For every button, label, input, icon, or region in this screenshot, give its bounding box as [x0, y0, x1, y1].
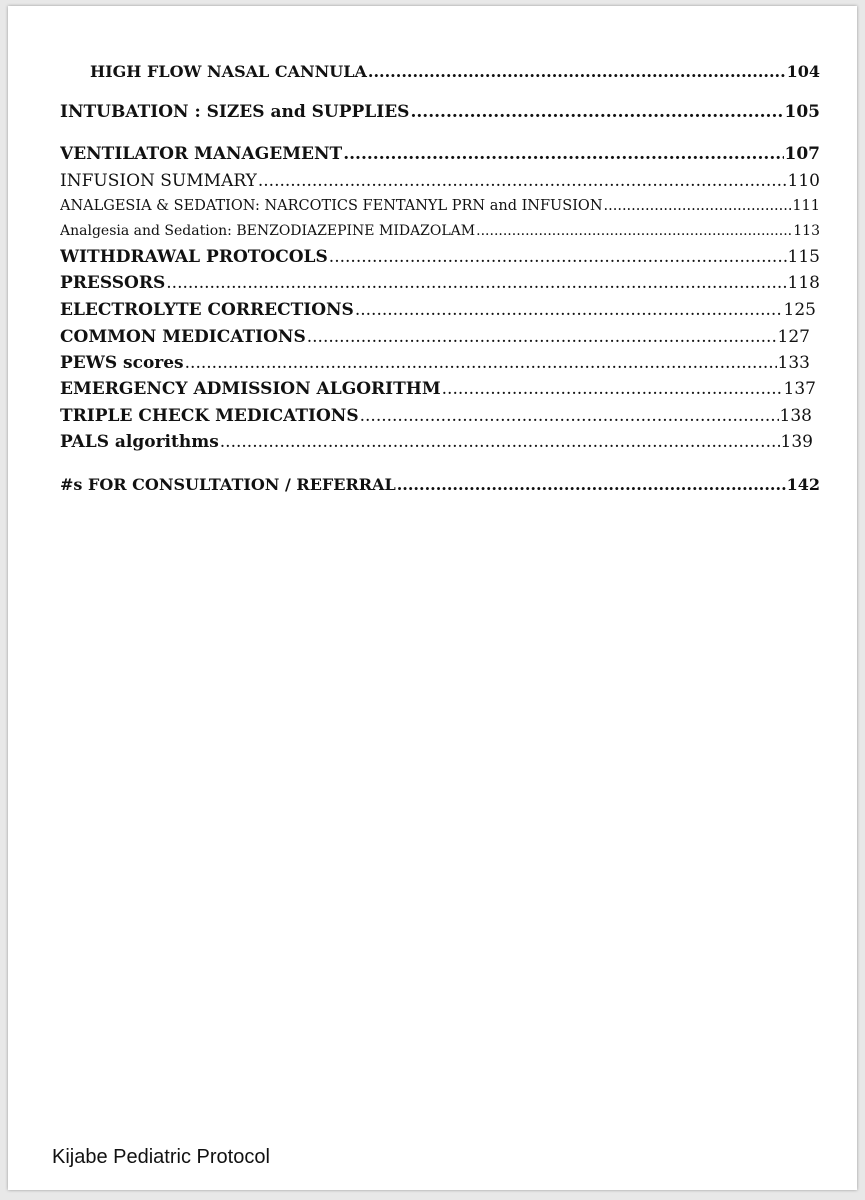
toc-entry-high-flow-nasal-cannula: [90, 62, 820, 81]
dot-leader: [220, 432, 780, 452]
dot-leader: [604, 198, 792, 214]
toc-entry-title: PALS algorithms: [60, 432, 219, 452]
toc-entry-page: 105: [784, 102, 820, 122]
dot-leader: [410, 102, 783, 122]
toc-entry-page: 113: [793, 223, 820, 239]
dot-leader: [397, 475, 786, 494]
toc-entry-title: COMMON MEDICATIONS: [60, 327, 306, 347]
toc-entry-title: HIGH FLOW NASAL CANNULA: [90, 62, 367, 81]
toc-entry-page: 115: [787, 247, 820, 267]
toc-entry-consultation-referral: [60, 475, 820, 494]
toc-entry-page: 104: [786, 62, 820, 81]
toc-entry-emergency-admission-algorithm: [60, 379, 816, 399]
dot-leader: [307, 327, 777, 347]
toc-entry-electrolyte-corrections: [60, 300, 816, 320]
toc-entry-page: 118: [787, 273, 820, 293]
toc-entry-title: EMERGENCY ADMISSION ALGORITHM: [60, 379, 441, 399]
toc-entry-title: PRESSORS: [60, 273, 166, 293]
toc-entry-analgesia-benzodiazepine: [60, 223, 820, 239]
toc-entry-page: 111: [792, 198, 820, 214]
toc-entry-page: 127: [777, 327, 810, 347]
toc-entry-page: 138: [779, 406, 812, 426]
toc-entry-page: 137: [783, 379, 816, 399]
toc-entry-analgesia-narcotics: [60, 198, 820, 214]
toc-entry-withdrawal-protocols: [60, 247, 820, 267]
toc-entry-title: INFUSION SUMMARY: [60, 171, 257, 191]
toc-entry-title: PEWS scores: [60, 353, 184, 373]
toc-entry-title: #s FOR CONSULTATION / REFERRAL: [60, 475, 396, 494]
toc-entry-title: WITHDRAWAL PROTOCOLS: [60, 247, 328, 267]
toc-entry-pews-scores: [60, 353, 810, 373]
dot-leader: [368, 62, 786, 81]
dot-leader: [343, 144, 783, 164]
dot-leader: [258, 171, 787, 191]
dot-leader: [476, 223, 792, 239]
toc-entry-title: TRIPLE CHECK MEDICATIONS: [60, 406, 359, 426]
toc-entry-page: 133: [777, 353, 810, 373]
dot-leader: [329, 247, 787, 267]
toc-entry-page: 142: [786, 475, 820, 494]
toc-entry-page: 107: [784, 144, 820, 164]
dot-leader: [360, 406, 779, 426]
toc-entry-infusion-summary: [60, 171, 820, 191]
dot-leader: [355, 300, 783, 320]
toc-entry-pressors: [60, 273, 820, 293]
toc-entry-intubation: [60, 102, 820, 122]
toc-entry-page: 110: [787, 171, 820, 191]
dot-leader: [185, 353, 777, 373]
toc-entry-triple-check-medications: [60, 406, 812, 426]
toc-entry-pals-algorithms: [60, 432, 813, 452]
toc-entry-common-medications: [60, 327, 810, 347]
toc-entry-page: 139: [780, 432, 813, 452]
dot-leader: [166, 273, 786, 293]
toc-entry-title: ELECTROLYTE CORRECTIONS: [60, 300, 354, 320]
toc-entry-title: VENTILATOR MANAGEMENT: [60, 144, 343, 164]
footer-text: Kijabe Pediatric Protocol: [52, 1146, 270, 1168]
dot-leader: [442, 379, 783, 399]
toc-entry-title: INTUBATION : SIZES and SUPPLIES: [60, 102, 410, 122]
toc-entry-title: Analgesia and Sedation: BENZODIAZEPINE MIDAZOLAM: [60, 223, 476, 239]
toc-entry-title: ANALGESIA & SEDATION: NARCOTICS FENTANYL PRN and INFUSION: [60, 198, 603, 214]
toc-entry-page: 125: [783, 300, 816, 320]
toc-entry-ventilator-management: [60, 144, 820, 164]
document-page: [8, 6, 857, 1190]
